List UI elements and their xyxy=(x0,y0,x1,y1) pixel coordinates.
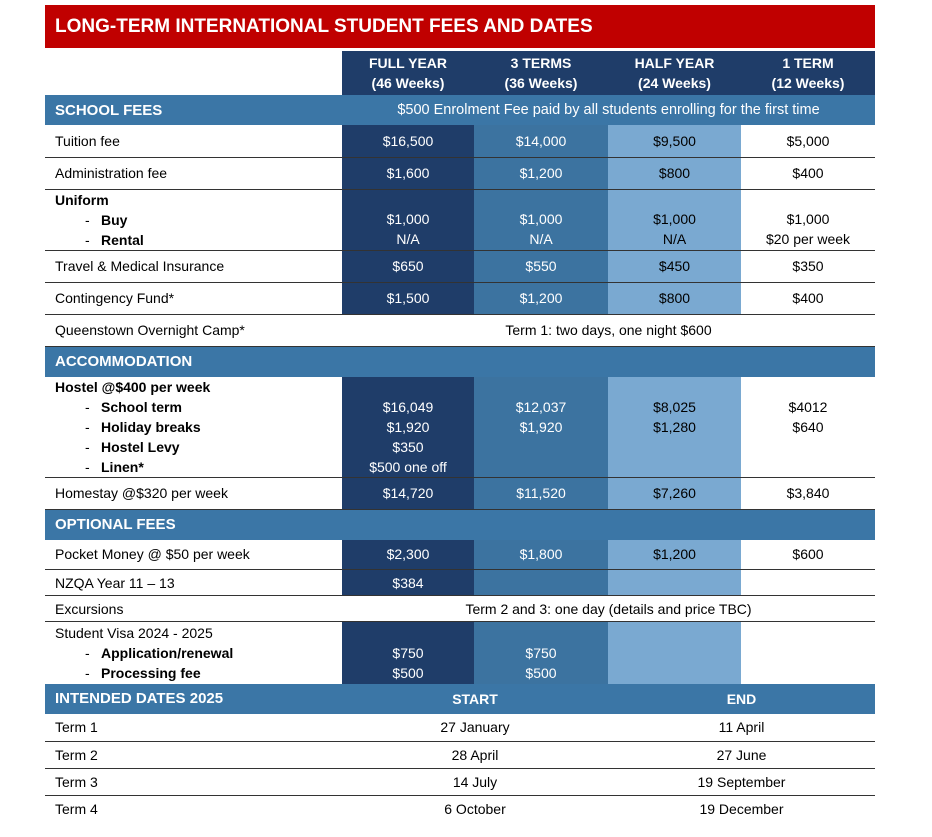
cell-1-term: $600 xyxy=(741,540,875,570)
cell-1-term: $400 xyxy=(741,282,875,314)
table-row xyxy=(45,570,875,596)
hostel-label: Hostel @$400 per week xyxy=(55,378,211,395)
table-row xyxy=(45,377,875,478)
cell-half-year: $8,025 $1,280 xyxy=(608,377,741,478)
row-label: Pocket Money @ $50 per week xyxy=(45,540,342,570)
term-start: 6 October xyxy=(444,801,506,818)
term-label: Term 1 xyxy=(45,714,342,742)
cell-full-year: $750 $500 xyxy=(342,622,474,684)
cell-1-term xyxy=(741,570,875,596)
table-row xyxy=(45,314,875,346)
col-header-3-terms: 3 TERMS (36 Weeks) xyxy=(474,51,608,95)
table-row xyxy=(45,596,875,622)
term-end: 19 December xyxy=(699,801,784,818)
row-label: Excursions xyxy=(45,596,342,622)
cell-full-year: $1,000 N/A xyxy=(342,189,474,250)
excursions-value: Term 2 and 3: one day (details and price TBC) xyxy=(342,596,875,622)
table-row xyxy=(45,125,875,157)
col-header-full-year: FULL YEAR (46 Weeks) xyxy=(342,51,474,95)
cell-3-terms: $1,200 xyxy=(474,157,608,189)
term-end: 19 September xyxy=(608,769,875,796)
row-label: Queenstown Overnight Camp* xyxy=(45,314,342,346)
sub-item-holiday-breaks: - Holiday breaks xyxy=(55,417,342,437)
cell-3-terms: $14,000 xyxy=(474,125,608,157)
cell-3-terms: $11,520 xyxy=(474,477,608,509)
cell-1-term: $5,000 xyxy=(741,125,875,157)
term-label: Term 3 xyxy=(45,769,342,796)
table-row xyxy=(45,282,875,314)
sub-item-rental: - Rental xyxy=(55,230,342,250)
cell-full-year: $1,600 xyxy=(342,157,474,189)
sub-item-processing: - Processing fee xyxy=(55,663,342,683)
table-row xyxy=(45,796,875,823)
col-header-half-year: HALF YEAR (24 Weeks) xyxy=(608,51,741,95)
col-header-1-term: 1 TERM (12 Weeks) xyxy=(741,51,875,95)
section-dates xyxy=(45,684,875,714)
table-row xyxy=(45,157,875,189)
uniform-label: Uniform xyxy=(55,191,109,208)
cell-3-terms: $550 xyxy=(474,250,608,282)
table-row xyxy=(45,769,875,796)
cell-1-term: $3,840 xyxy=(741,477,875,509)
row-label: Homestay @$320 per week xyxy=(45,477,342,509)
section-accommodation xyxy=(45,346,875,377)
table-row xyxy=(45,477,875,509)
term-start: 28 April xyxy=(342,742,608,769)
cell-full-year: $384 xyxy=(342,570,474,596)
row-label: Administration fee xyxy=(45,157,342,189)
cell-full-year: $2,300 xyxy=(342,540,474,570)
sub-item-buy: - Buy xyxy=(55,210,342,230)
section-heading: OPTIONAL FEES xyxy=(55,516,176,533)
sub-item-hostel-levy: - Hostel Levy xyxy=(55,437,342,457)
sub-item-linen: - Linen* xyxy=(55,457,342,477)
cell-half-year: $450 xyxy=(608,250,741,282)
table-row xyxy=(45,742,875,769)
term-end: 27 June xyxy=(608,742,875,769)
row-label: Tuition fee xyxy=(45,125,342,157)
cell-1-term: $1,000 $20 per week xyxy=(741,189,875,250)
sub-item-application: - Application/renewal xyxy=(55,643,342,663)
cell-half-year: $9,500 xyxy=(608,125,741,157)
table-row xyxy=(45,714,875,742)
table-row xyxy=(45,540,875,570)
cell-half-year xyxy=(608,622,741,684)
column-header-row xyxy=(45,51,875,95)
visa-label: Student Visa 2024 - 2025 xyxy=(55,624,213,641)
sub-item-school-term: - School term xyxy=(55,397,342,417)
enrolment-note: $500 Enrolment Fee paid by all students enrolling for the first time xyxy=(397,102,820,118)
header-spacer xyxy=(45,51,342,95)
term-start: 27 January xyxy=(342,714,608,742)
cell-3-terms: $1,200 xyxy=(474,282,608,314)
fees-document xyxy=(45,5,875,823)
term-start: 14 July xyxy=(342,769,608,796)
row-label: NZQA Year 11 – 13 xyxy=(45,570,342,596)
cell-1-term: $400 xyxy=(741,157,875,189)
cell-full-year: $14,720 xyxy=(342,477,474,509)
term-end: 11 April xyxy=(608,714,875,742)
cell-1-term: $350 xyxy=(741,250,875,282)
cell-half-year: $7,260 xyxy=(608,477,741,509)
cell-1-term: $4012 $640 xyxy=(741,377,875,478)
cell-3-terms: $1,000 N/A xyxy=(474,189,608,250)
row-label xyxy=(45,377,342,478)
row-label xyxy=(45,189,342,250)
start-header: START xyxy=(452,690,498,707)
term-label: Term 4 xyxy=(55,801,98,818)
row-label xyxy=(45,622,342,684)
table-row xyxy=(45,622,875,684)
section-heading: INTENDED DATES 2025 xyxy=(55,690,224,707)
table-row xyxy=(45,189,875,250)
cell-3-terms: $750 $500 xyxy=(474,622,608,684)
cell-1-term xyxy=(741,622,875,684)
table-row xyxy=(45,250,875,282)
cell-half-year: $800 xyxy=(608,282,741,314)
cell-half-year: $1,000 N/A xyxy=(608,189,741,250)
cell-full-year: $1,500 xyxy=(342,282,474,314)
section-school-fees xyxy=(45,95,875,125)
cell-3-terms: $12,037 $1,920 xyxy=(474,377,608,478)
section-optional-fees xyxy=(45,509,875,540)
cell-3-terms: $1,800 xyxy=(474,540,608,570)
fees-table xyxy=(45,51,875,823)
camp-value: Term 1: two days, one night $600 xyxy=(342,314,875,346)
end-header: END xyxy=(726,690,757,707)
cell-full-year: $650 xyxy=(342,250,474,282)
cell-full-year: $16,049 $1,920 $350 $500 one off xyxy=(342,377,474,478)
section-heading: SCHOOL FEES xyxy=(55,101,163,119)
cell-full-year: $16,500 xyxy=(342,125,474,157)
row-label: Travel & Medical Insurance xyxy=(45,250,342,282)
page-title: LONG-TERM INTERNATIONAL STUDENT FEES AND DATES xyxy=(45,5,875,48)
cell-half-year: $800 xyxy=(608,157,741,189)
cell-3-terms xyxy=(474,570,608,596)
cell-half-year xyxy=(608,570,741,596)
term-label: Term 2 xyxy=(45,742,342,769)
row-label: Contingency Fund* xyxy=(45,282,342,314)
section-heading: ACCOMMODATION xyxy=(55,353,193,370)
cell-half-year: $1,200 xyxy=(608,540,741,570)
